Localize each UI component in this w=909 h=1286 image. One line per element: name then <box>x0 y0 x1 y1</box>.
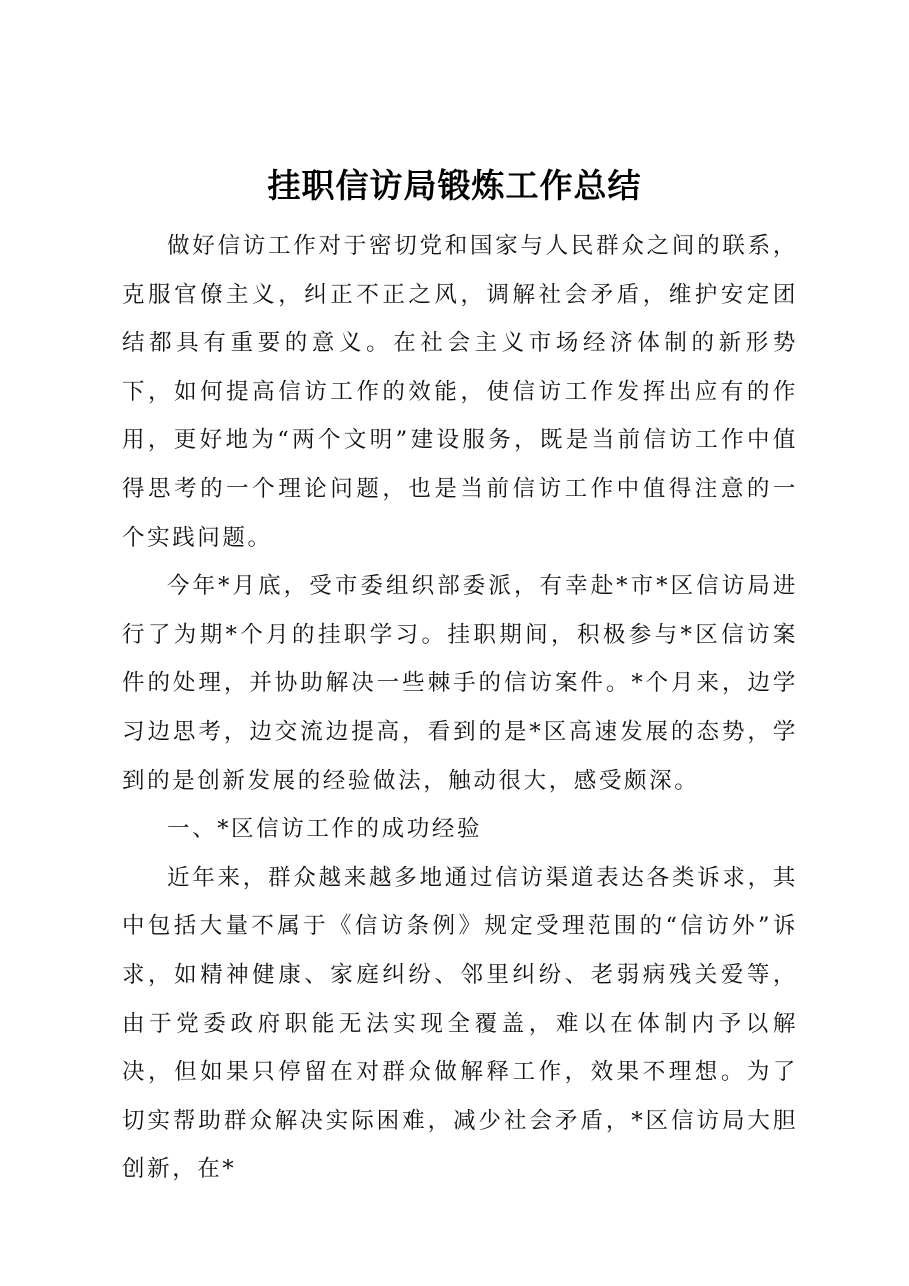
section-heading: 一、*区信访工作的成功经验 <box>167 816 483 843</box>
document-title: 挂职信访局锻炼工作总结 <box>267 166 642 205</box>
paragraph-assignment: 今年*月底，受市委组织部委派，有幸赴*市*区信访局进行了为期*个月的挂职学习。挂职期间，积极参与*区信访案件的处理，并协助解决一些棘手的信访案件。*个月来，边学习边思考，边交流边提高，看到的是*区高速发展的态势，学到的是创新发展的经验做法，触动很大，感受颇深。 <box>122 573 798 794</box>
paragraph-experience: 近年来，群众越来越多地通过信访渠道表达各类诉求，其中包括大量不属于《信访条例》规定受理范围的“信访外”诉求，如精神健康、家庭纠纷、邻里纠纷、老弱病残关爱等，由于党委政府职能无法实现全覆盖，难以在体制内予以解决，但如果只停留在对群众做解释工作，效果不理想。为了切实帮助群众解决实际困难，减少社会矛盾，*区信访局大胆创新，在* <box>122 864 798 1183</box>
document-body <box>122 222 798 1194</box>
paragraph-intro: 做好信访工作对于密切党和国家与人民群众之间的联系，克服官僚主义，纠正不正之风，调解社会矛盾，维护安定团结都具有重要的意义。在社会主义市场经济体制的新形势下，如何提高信访工作的效能，使信访工作发挥出应有的作用，更好地为“两个文明”建设服务，既是当前信访工作中值得思考的一个理论问题，也是当前信访工作中值得注意的一个实践问题。 <box>122 233 798 551</box>
